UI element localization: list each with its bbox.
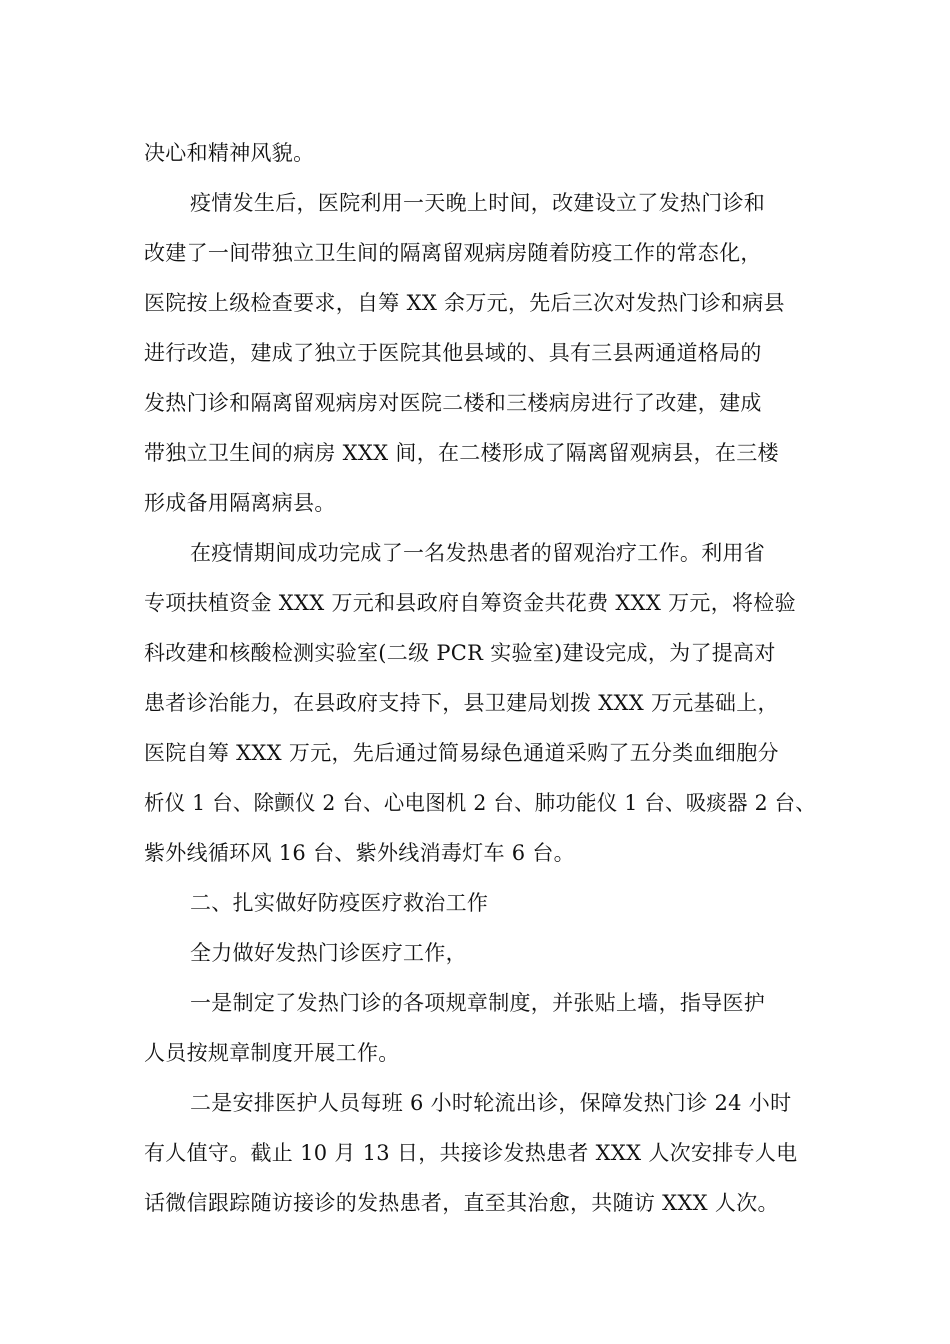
text-line: 一是制定了发热门诊的各项规章制度，并张贴上墙，指导医护 (190, 991, 766, 1015)
text-line: 患者诊治能力，在县政府支持下，县卫建局划拨 XXX 万元基础上， (144, 691, 779, 715)
text-line: 形成备用隔离病县。 (144, 491, 336, 515)
text-line: 医院自筹 XXX 万元，先后通过简易绿色通道采购了五分类血细胞分 (144, 741, 779, 765)
text-line: 带独立卫生间的病房 XXX 间，在二楼形成了隔离留观病县，在三楼 (144, 441, 779, 465)
text-line: 进行改造，建成了独立于医院其他县域的、具有三县两通道格局的 (144, 341, 762, 365)
text-line: 疫情发生后，医院利用一天晚上时间，改建设立了发热门诊和 (190, 191, 766, 215)
text-line: 专项扶植资金 XXX 万元和县政府自筹资金共花费 XXX 万元，将检验 (144, 591, 796, 615)
text-line: 紫外线循环风 16 台、紫外线消毒灯车 6 台。 (144, 841, 575, 865)
text-line: 人员按规章制度开展工作。 (144, 1041, 400, 1065)
document-body (144, 128, 816, 1228)
text-line: 析仪 1 台、除颤仪 2 台、心电图机 2 台、肺功能仪 1 台、吸痰器 2 台、 (144, 791, 817, 815)
section-heading: 二、扎实做好防疫医疗救治工作 (190, 891, 489, 915)
text-line: 话微信跟踪随访接诊的发热患者，直至其治愈，共随访 XXX 人次。 (144, 1191, 779, 1215)
text-line: 有人值守。截止 10 月 13 日，共接诊发热患者 XXX 人次安排专人电 (144, 1141, 798, 1165)
text-line: 二是安排医护人员每班 6 小时轮流出诊，保障发热门诊 24 小时 (190, 1091, 792, 1115)
text-line: 医院按上级检查要求，自筹 XX 余万元，先后三次对发热门诊和病县 (144, 291, 785, 315)
text-line: 科改建和核酸检测实验室(二级 PCR 实验室)建设完成，为了提高对 (144, 641, 776, 665)
text-line: 改建了一间带独立卫生间的隔离留观病房随着防疫工作的常态化， (144, 241, 762, 265)
text-line: 全力做好发热门诊医疗工作， (190, 941, 467, 965)
text-line: 在疫情期间成功完成了一名发热患者的留观治疗工作。利用省 (190, 541, 766, 565)
text-line: 决心和精神风貌。 (144, 141, 315, 165)
text-line: 发热门诊和隔离留观病房对医院二楼和三楼病房进行了改建，建成 (144, 391, 762, 415)
